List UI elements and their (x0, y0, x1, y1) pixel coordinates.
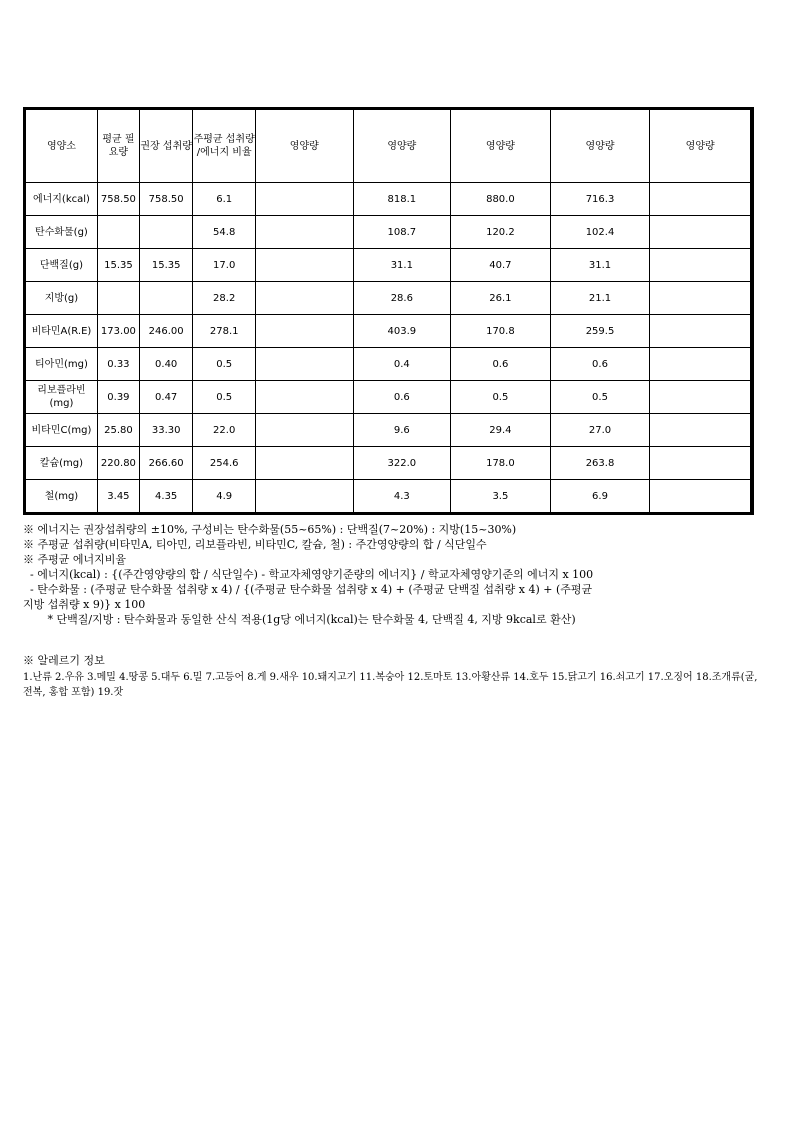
note-line: * 단백질/지방 : 탄수화물과 동일한 산식 적용(1g당 에너지(kcal)는 탄수화물 4, 단백질 4, 지방 9kcal로 환산) (23, 613, 576, 626)
table-cell (139, 216, 192, 249)
note-line: ※ 에너지는 권장섭취량의 ±10%, 구성비는 탄수화물(55~65%) : 단백질(7~20%) : 지방(15~30%) (23, 523, 517, 536)
table-row (26, 315, 751, 348)
header-cell-nutrition-amount: 영양량 (451, 110, 551, 183)
table-cell: 0.33 (97, 348, 139, 381)
table-cell: 0.5 (193, 348, 256, 381)
nutrient-name-cell: 비타민A(R.E) (26, 315, 98, 348)
header-cell-weekly-avg-intake: 주평균 섭취량 /에너지 비율 (193, 110, 256, 183)
table-row (26, 183, 751, 216)
table-cell (256, 216, 354, 249)
table-cell: 0.47 (139, 381, 192, 414)
table-cell: 31.1 (353, 249, 451, 282)
table-cell (256, 249, 354, 282)
table-row (26, 282, 751, 315)
table-cell (256, 348, 354, 381)
table-cell (650, 216, 751, 249)
table-cell (97, 282, 139, 315)
note-line: - 탄수화물 : (주평균 탄수화물 섭취량 x 4) / {(주평균 탄수화물 섭취량 x 4) + (주평균 단백질 섭취량 x 4) + (주평균 (23, 583, 593, 596)
table-row (26, 216, 751, 249)
table-row (26, 249, 751, 282)
note-line: - 에너지(kcal) : {(주간영양량의 합 / 식단일수) - 학교자체영양기준량의 에너지} / 학교자체영양기준의 에너지 x 100 (23, 568, 594, 581)
table-cell: 40.7 (451, 249, 551, 282)
table-cell (139, 282, 192, 315)
table-cell: 26.1 (451, 282, 551, 315)
table-cell: 4.9 (193, 480, 256, 513)
nutrient-name-cell: 티아민(mg) (26, 348, 98, 381)
table-cell (256, 282, 354, 315)
table-cell: 4.35 (139, 480, 192, 513)
table-cell: 31.1 (550, 249, 650, 282)
header-cell-nutrition-amount: 영양량 (550, 110, 650, 183)
table-cell: 0.6 (550, 348, 650, 381)
table-row (26, 381, 751, 414)
table-cell: 254.6 (193, 447, 256, 480)
table-cell: 0.5 (193, 381, 256, 414)
table-cell: 0.6 (353, 381, 451, 414)
table-cell (650, 480, 751, 513)
header-cell-recommended-intake: 권장 섭취량 (139, 110, 192, 183)
note-line: ※ 주평균 에너지비율 (23, 553, 127, 566)
nutrient-name-cell: 칼슘(mg) (26, 447, 98, 480)
header-cell-nutrition-amount: 영양량 (256, 110, 354, 183)
table-cell: 0.39 (97, 381, 139, 414)
header-cell-nutrition-amount: 영양량 (353, 110, 451, 183)
nutrient-name-cell: 철(mg) (26, 480, 98, 513)
note-line: 지방 섭취량 x 9)} x 100 (23, 598, 146, 611)
nutrient-name-cell: 에너지(kcal) (26, 183, 98, 216)
table-cell: 33.30 (139, 414, 192, 447)
table-cell: 758.50 (139, 183, 192, 216)
table-cell: 22.0 (193, 414, 256, 447)
note-line: ※ 주평균 섭취량(비타민A, 티아민, 리보플라빈, 비타민C, 칼슘, 철) : 주간영양량의 합 / 식단일수 (23, 538, 487, 551)
allergy-list: 1.난류 2.우유 3.메밀 4.땅콩 5.대두 6.밀 7.고등어 8.게 9.새우 10.돼지고기 11.복숭아 12.토마토 13.아황산류 14.호두 15.닭고기 16.쇠고기 17.오징어 18.조개류(굴, 전복, 홍합 포함) 19.잣 (23, 672, 758, 698)
table-cell: 28.6 (353, 282, 451, 315)
table-row (26, 348, 751, 381)
table-cell (650, 249, 751, 282)
table-cell (256, 381, 354, 414)
table-cell: 0.4 (353, 348, 451, 381)
table-cell (650, 348, 751, 381)
table-cell (256, 414, 354, 447)
table-cell: 102.4 (550, 216, 650, 249)
table-cell: 173.00 (97, 315, 139, 348)
table-cell: 29.4 (451, 414, 551, 447)
table-cell: 266.60 (139, 447, 192, 480)
table-cell: 758.50 (97, 183, 139, 216)
table-header-row (26, 110, 751, 183)
nutrient-name-cell: 탄수화물(g) (26, 216, 98, 249)
table-cell: 27.0 (550, 414, 650, 447)
nutrition-table-wrapper (23, 107, 754, 515)
table-cell: 6.9 (550, 480, 650, 513)
table-cell (650, 183, 751, 216)
table-cell: 170.8 (451, 315, 551, 348)
table-cell: 15.35 (139, 249, 192, 282)
allergy-title: ※ 알레르기 정보 (23, 654, 105, 667)
table-cell (650, 447, 751, 480)
table-cell (97, 216, 139, 249)
table-cell (650, 315, 751, 348)
table-cell: 0.5 (550, 381, 650, 414)
table-cell: 17.0 (193, 249, 256, 282)
table-cell: 178.0 (451, 447, 551, 480)
table-cell (256, 447, 354, 480)
table-row (26, 480, 751, 513)
table-cell: 3.5 (451, 480, 551, 513)
table-cell: 263.8 (550, 447, 650, 480)
notes-section (23, 522, 773, 627)
table-cell: 259.5 (550, 315, 650, 348)
table-cell (256, 480, 354, 513)
table-cell: 15.35 (97, 249, 139, 282)
table-cell (256, 315, 354, 348)
table-cell: 818.1 (353, 183, 451, 216)
table-cell: 278.1 (193, 315, 256, 348)
table-cell: 0.6 (451, 348, 551, 381)
table-cell: 28.2 (193, 282, 256, 315)
table-cell: 21.1 (550, 282, 650, 315)
table-cell: 0.40 (139, 348, 192, 381)
table-cell (256, 183, 354, 216)
header-cell-nutrient: 영양소 (26, 110, 98, 183)
table-cell (650, 282, 751, 315)
nutrient-name-cell: 리보플라빈 (mg) (26, 381, 98, 414)
table-cell: 4.3 (353, 480, 451, 513)
table-cell: 9.6 (353, 414, 451, 447)
table-cell: 220.80 (97, 447, 139, 480)
header-cell-nutrition-amount: 영양량 (650, 110, 751, 183)
table-cell: 0.5 (451, 381, 551, 414)
nutrient-name-cell: 비타민C(mg) (26, 414, 98, 447)
table-cell: 120.2 (451, 216, 551, 249)
table-row (26, 414, 751, 447)
table-cell: 108.7 (353, 216, 451, 249)
table-cell: 6.1 (193, 183, 256, 216)
table-row (26, 447, 751, 480)
nutrient-name-cell: 지방(g) (26, 282, 98, 315)
nutrition-table (25, 109, 751, 513)
table-cell (650, 414, 751, 447)
table-cell: 54.8 (193, 216, 256, 249)
table-cell: 322.0 (353, 447, 451, 480)
table-cell: 716.3 (550, 183, 650, 216)
nutrient-name-cell: 단백질(g) (26, 249, 98, 282)
table-cell: 25.80 (97, 414, 139, 447)
table-cell: 3.45 (97, 480, 139, 513)
table-cell: 403.9 (353, 315, 451, 348)
table-cell (650, 381, 751, 414)
table-cell: 246.00 (139, 315, 192, 348)
table-cell: 880.0 (451, 183, 551, 216)
header-cell-avg-requirement: 평균 필요량 (97, 110, 139, 183)
